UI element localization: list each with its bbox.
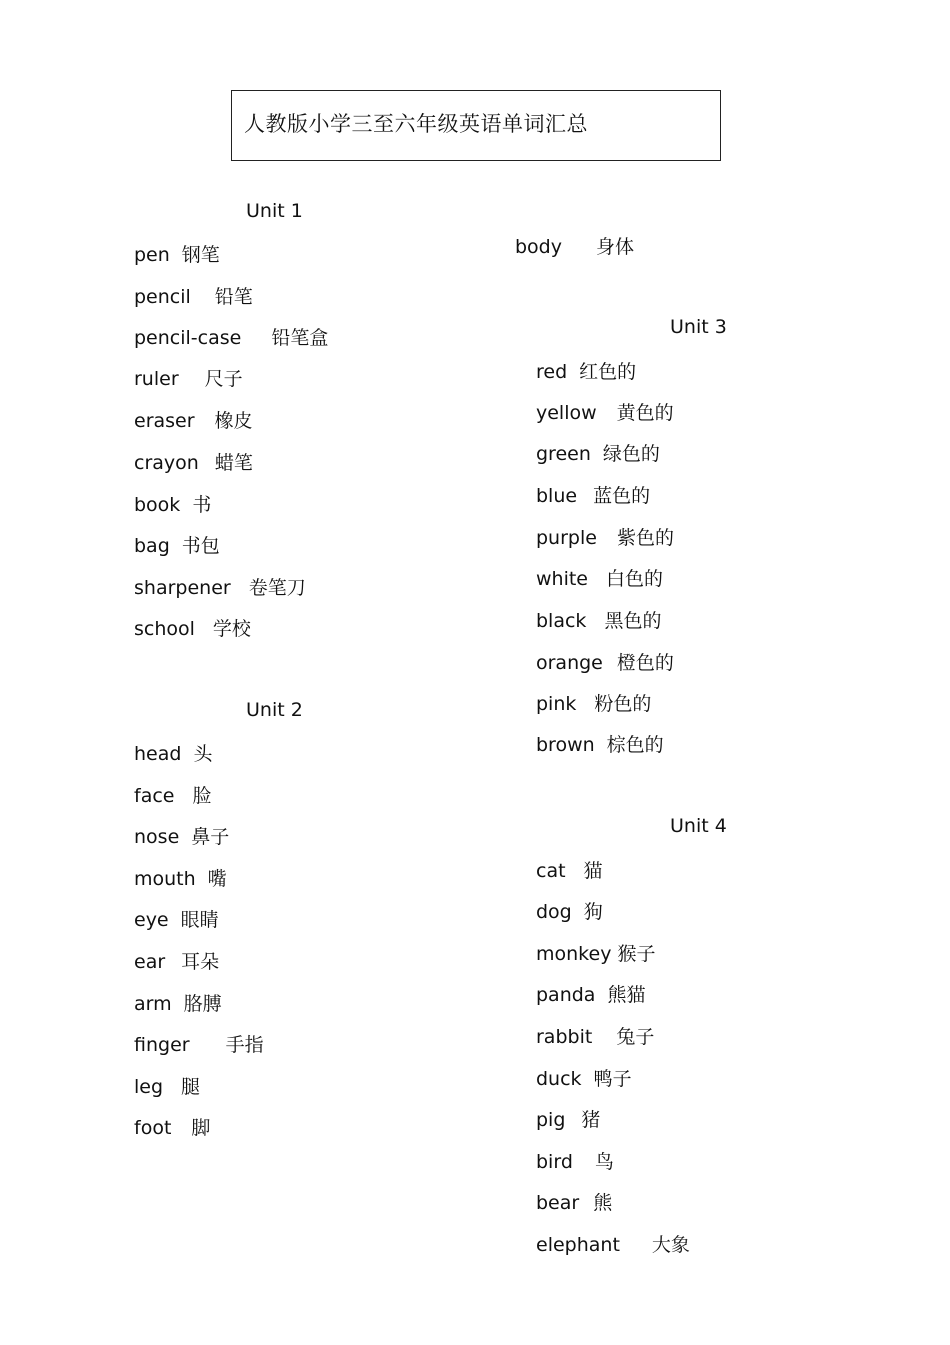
vocab-item [134, 364, 243, 391]
vocab-item [536, 648, 674, 675]
word-chinese: 熊 [593, 1192, 613, 1214]
word-english: cat [536, 860, 566, 882]
vocab-item [134, 406, 253, 433]
word-chinese: 书 [192, 494, 212, 516]
word-english: black [536, 610, 587, 632]
word-chinese: 鸭子 [593, 1068, 632, 1090]
word-chinese: 橙色的 [616, 652, 674, 674]
word-english: pencil [134, 286, 191, 308]
word-chinese: 熊猫 [607, 984, 646, 1006]
word-english: foot [134, 1117, 172, 1139]
vocab-item [536, 564, 663, 591]
word-chinese: 兔子 [616, 1026, 655, 1048]
word-chinese: 黑色的 [604, 610, 662, 632]
word-chinese: 橡皮 [214, 410, 253, 432]
vocab-item [134, 781, 211, 808]
word-chinese: 鼻子 [191, 826, 230, 848]
word-chinese: 鸟 [594, 1151, 614, 1173]
word-chinese: 耳朵 [181, 951, 220, 973]
word-english: sharpener [134, 577, 231, 599]
word-english: red [536, 361, 568, 383]
vocab-item [134, 573, 306, 600]
word-english: monkey [536, 943, 612, 965]
vocab-item [515, 232, 634, 259]
word-english: school [134, 618, 195, 640]
vocab-item [536, 689, 651, 716]
word-chinese: 脚 [191, 1117, 211, 1139]
word-chinese: 狗 [583, 901, 603, 923]
word-english: duck [536, 1068, 582, 1090]
vocab-item [536, 1147, 614, 1174]
word-english: brown [536, 734, 595, 756]
vocab-item [134, 323, 328, 350]
word-english: mouth [134, 868, 196, 890]
vocab-item [134, 989, 222, 1016]
vocab-item [536, 1022, 654, 1049]
word-chinese: 嘴 [207, 868, 227, 890]
word-chinese: 猪 [581, 1109, 601, 1131]
word-chinese: 钢笔 [181, 244, 220, 266]
word-english: rabbit [536, 1026, 593, 1048]
word-english: finger [134, 1034, 190, 1056]
word-chinese: 蜡笔 [214, 452, 253, 474]
vocab-item [134, 490, 211, 517]
word-chinese: 书包 [181, 535, 220, 557]
word-english: dog [536, 901, 572, 923]
word-chinese: 紫色的 [616, 527, 674, 549]
vocab-item [536, 439, 660, 466]
word-chinese: 绿色的 [602, 443, 660, 465]
vocab-item [134, 739, 212, 766]
word-english: arm [134, 993, 172, 1015]
word-english: eye [134, 909, 169, 931]
word-english: book [134, 494, 181, 516]
word-english: yellow [536, 402, 597, 424]
word-chinese: 猫 [583, 860, 603, 882]
word-chinese: 头 [193, 743, 213, 765]
unit3-heading: Unit 3 [670, 316, 727, 338]
vocab-item [134, 240, 220, 267]
word-english: orange [536, 652, 603, 674]
word-chinese: 手指 [225, 1034, 264, 1056]
word-chinese: 蓝色的 [593, 485, 651, 507]
word-english: pig [536, 1109, 566, 1131]
word-english: pencil-case [134, 327, 242, 349]
vocab-item [134, 1113, 210, 1140]
vocab-item [536, 606, 661, 633]
vocab-item [536, 357, 636, 384]
vocab-item [134, 531, 220, 558]
word-english: blue [536, 485, 578, 507]
vocab-item [536, 730, 664, 757]
document-title: 人教版小学三至六年级英语单词汇总 [244, 112, 588, 136]
word-english: leg [134, 1076, 164, 1098]
unit1-heading: Unit 1 [246, 200, 303, 222]
word-english: bear [536, 1192, 580, 1214]
word-english: purple [536, 527, 597, 549]
vocab-item [134, 448, 253, 475]
word-chinese: 白色的 [606, 568, 664, 590]
word-english: pink [536, 693, 577, 715]
word-english: ruler [134, 368, 179, 390]
word-english: bird [536, 1151, 573, 1173]
word-english: pen [134, 244, 170, 266]
word-english: nose [134, 826, 180, 848]
vocab-item [536, 481, 650, 508]
vocab-item [134, 1072, 200, 1099]
word-english: body [515, 236, 562, 258]
word-english: crayon [134, 452, 199, 474]
word-english: face [134, 785, 175, 807]
word-chinese: 尺子 [204, 368, 243, 390]
word-chinese: 铅笔盒 [271, 327, 329, 349]
word-chinese: 粉色的 [594, 693, 652, 715]
vocab-item [134, 282, 253, 309]
vocab-item [536, 1105, 600, 1132]
word-chinese: 身体 [596, 236, 635, 258]
word-english: green [536, 443, 591, 465]
word-chinese: 卷笔刀 [248, 577, 306, 599]
word-english: bag [134, 535, 170, 557]
word-chinese: 胳膊 [183, 993, 222, 1015]
word-english: panda [536, 984, 596, 1006]
word-english: elephant [536, 1234, 620, 1256]
vocab-item [536, 1230, 690, 1257]
vocab-item [536, 856, 603, 883]
word-chinese: 铅笔 [214, 286, 253, 308]
vocab-item [536, 1188, 612, 1215]
vocab-item [134, 614, 251, 641]
word-chinese: 大象 [651, 1234, 690, 1256]
word-english: eraser [134, 410, 195, 432]
vocab-item [536, 1064, 632, 1091]
word-english: ear [134, 951, 166, 973]
vocab-item [134, 905, 219, 932]
vocab-item [134, 822, 229, 849]
vocab-item [536, 897, 603, 924]
word-chinese: 棕色的 [606, 734, 664, 756]
unit4-heading: Unit 4 [670, 815, 727, 837]
vocab-item [134, 864, 227, 891]
word-chinese: 脸 [192, 785, 212, 807]
word-chinese: 学校 [212, 618, 251, 640]
vocab-item [536, 939, 655, 966]
word-english: head [134, 743, 182, 765]
vocab-item [536, 398, 674, 425]
word-chinese: 腿 [181, 1076, 201, 1098]
word-chinese: 黄色的 [616, 402, 674, 424]
word-chinese: 红色的 [579, 361, 637, 383]
unit2-heading: Unit 2 [246, 699, 303, 721]
title-box [231, 90, 721, 161]
vocab-item [536, 980, 645, 1007]
word-english: white [536, 568, 588, 590]
vocab-item [134, 947, 219, 974]
word-chinese: 猴子 [617, 943, 656, 965]
vocab-item [536, 523, 674, 550]
word-chinese: 眼睛 [180, 909, 219, 931]
vocab-item [134, 1030, 264, 1057]
